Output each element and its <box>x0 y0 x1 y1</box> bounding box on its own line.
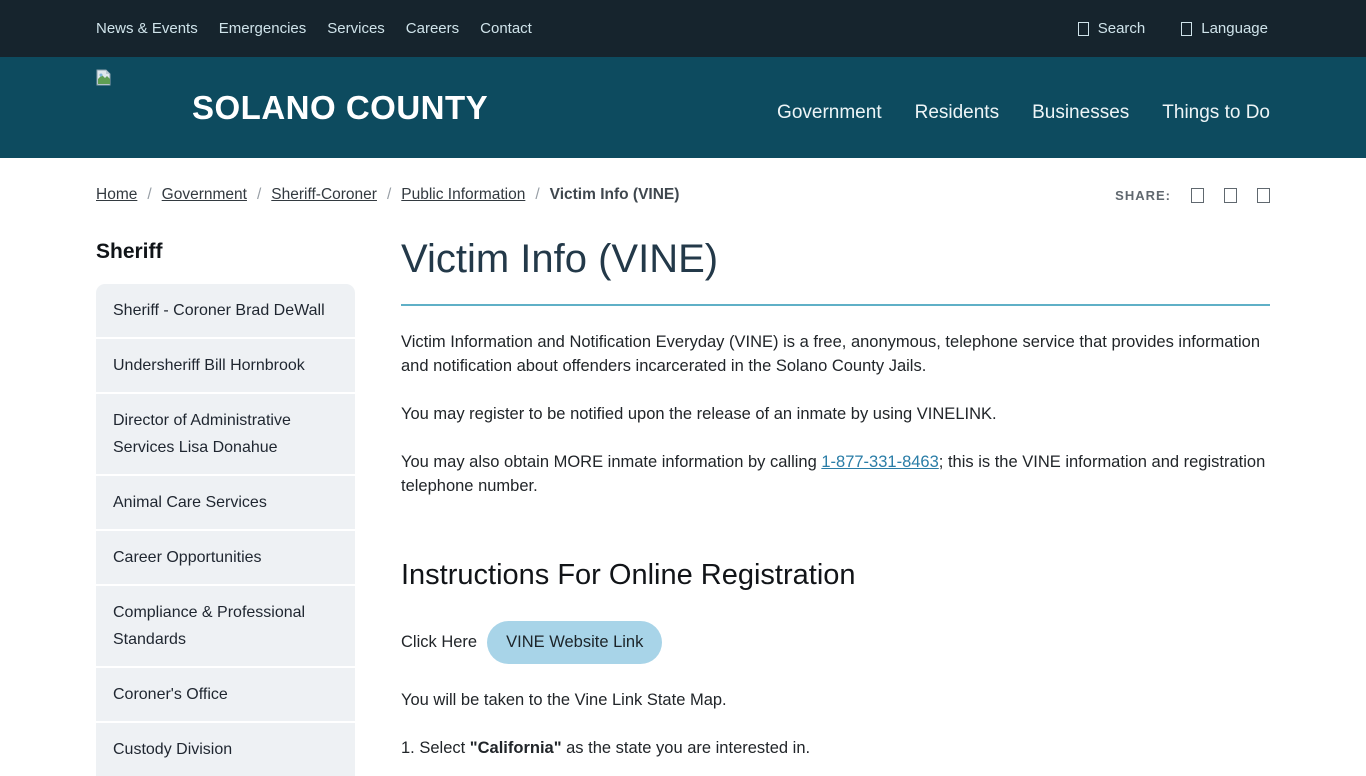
breadcrumb-sheriff-coroner[interactable]: Sheriff-Coroner <box>271 186 377 203</box>
sidebar-item-sheriff-coroner[interactable]: Sheriff - Coroner Brad DeWall <box>96 284 355 337</box>
sidebar-item-undersheriff[interactable]: Undersheriff Bill Hornbrook <box>96 339 355 392</box>
step-1-text <box>401 736 1270 760</box>
broken-image-logo-icon <box>96 69 111 86</box>
sidebar-item-coroners-office[interactable]: Coroner's Office <box>96 668 355 721</box>
instructions-heading: Instructions For Online Registration <box>401 559 856 591</box>
topbar-link-services[interactable]: Services <box>327 20 385 37</box>
language-button[interactable] <box>1181 20 1268 37</box>
phone-paragraph-before: You may also obtain MORE inmate information by calling <box>401 453 822 471</box>
title-divider <box>401 304 1270 306</box>
language-label: Language <box>1201 20 1268 37</box>
nav-things-to-do[interactable]: Things to Do <box>1162 101 1270 123</box>
share-label: SHARE: <box>1115 187 1171 203</box>
search-icon <box>1078 22 1089 36</box>
nav-residents[interactable]: Residents <box>914 101 1000 123</box>
sidebar-heading: Sheriff <box>96 240 163 263</box>
breadcrumb-government[interactable]: Government <box>161 186 247 203</box>
step-1-prefix: 1. Select <box>401 738 470 757</box>
share-bar <box>1115 188 1270 203</box>
sidebar-item-compliance-standards[interactable]: Compliance & Professional Standards <box>96 586 355 666</box>
content-area <box>96 234 1270 776</box>
cta-row <box>401 621 1270 664</box>
page-title: Victim Info (VINE) <box>401 237 719 281</box>
intro-paragraph: Victim Information and Notification Everyday (VINE) is a free, anonymous, telephone service that provides information and notification about offenders incarcerated in the Solano County Jails. <box>401 333 1261 375</box>
nav-government[interactable]: Government <box>777 101 882 123</box>
nav-businesses[interactable]: Businesses <box>1032 101 1130 123</box>
vine-website-link-button[interactable]: VINE Website Link <box>487 621 662 664</box>
breadcrumb-separator: / <box>147 186 152 203</box>
phone-number-link[interactable]: 1-877-331-8463 <box>821 453 939 471</box>
share-icon-1[interactable] <box>1191 188 1204 203</box>
topbar-link-careers[interactable]: Careers <box>405 20 460 37</box>
breadcrumb <box>96 186 679 204</box>
utility-bar <box>0 0 1366 57</box>
register-paragraph: You may register to be notified upon the release of an inmate by using VINELINK. <box>401 405 997 423</box>
breadcrumb-separator: / <box>256 186 262 203</box>
main-content <box>401 234 1270 760</box>
step-1-suffix: as the state you are interested in. <box>561 738 811 757</box>
primary-nav <box>777 102 1270 124</box>
phone-paragraph-after: ; this is the VINE information and registration telephone number. <box>401 453 1266 495</box>
breadcrumb-separator: / <box>386 186 392 203</box>
sidebar-item-animal-care[interactable]: Animal Care Services <box>96 476 355 529</box>
state-map-text: You will be taken to the Vine Link State Map. <box>401 690 727 709</box>
language-icon <box>1181 22 1192 36</box>
sidebar-item-custody-division[interactable]: Custody Division <box>96 723 355 776</box>
topbar-link-contact[interactable]: Contact <box>480 20 532 37</box>
site-title[interactable]: SOLANO COUNTY <box>192 88 489 126</box>
breadcrumb-row <box>96 158 1270 204</box>
step-1-bold: "California" <box>469 738 562 757</box>
search-label: Search <box>1097 20 1146 37</box>
share-icon-2[interactable] <box>1224 188 1237 203</box>
search-button[interactable] <box>1078 20 1146 37</box>
phone-paragraph <box>401 450 1270 498</box>
share-icon-3[interactable] <box>1257 188 1270 203</box>
sidebar-list <box>96 284 355 776</box>
breadcrumb-current: Victim Info (VINE) <box>549 186 680 203</box>
sidebar <box>96 234 355 776</box>
topbar-link-news-events[interactable]: News & Events <box>96 20 198 37</box>
site-header <box>0 57 1366 158</box>
breadcrumb-home[interactable]: Home <box>96 186 138 203</box>
sidebar-item-director-admin-services[interactable]: Director of Administrative Services Lisa Donahue <box>96 394 355 474</box>
topbar-link-emergencies[interactable]: Emergencies <box>218 20 307 37</box>
breadcrumb-public-information[interactable]: Public Information <box>401 186 526 203</box>
breadcrumb-separator: / <box>535 186 540 203</box>
click-here-text: Click Here <box>401 632 478 651</box>
sidebar-item-career-opportunities[interactable]: Career Opportunities <box>96 531 355 584</box>
utility-nav <box>96 20 532 37</box>
